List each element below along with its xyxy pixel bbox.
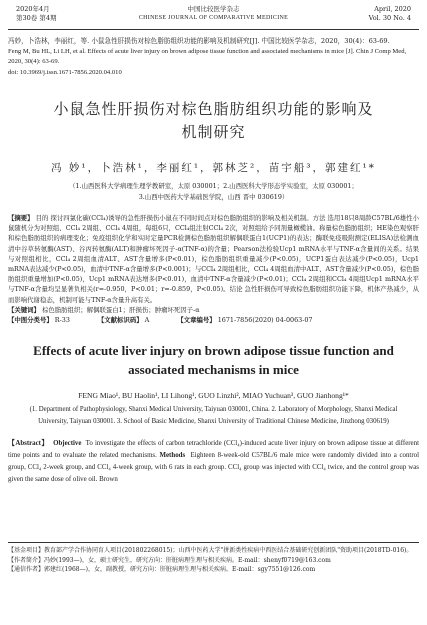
- title-cn: [8, 98, 419, 144]
- article-number: [177, 315, 312, 325]
- footnote-fund: 【基金项目】教育部产学合作协同育人项目(201802268015)；山西中医药大学"拼新类性疾病中西医结合基础研究创新团队"资助项目(2018TD-016)。: [8, 547, 413, 554]
- objective-text: To investigate the effects of carbon tetrachloride (CCl₄)-induced acute liver injury on brown adipose tissue at different time points and to evaluate the related mechanisms.: [8, 440, 419, 460]
- methods-tag: Methods: [159, 452, 186, 460]
- methods-text: Eighteen 8-week-old C57BL/6 male mice were randomly divided into a control group, CCl₄ 2-week group, and CCl₄ 4-week group, with 6 rats in each group. CCl₄ group was injected with CCl₄ twice, and the control group was given the same dose of olive oil. Brown: [8, 452, 419, 484]
- header-volume: 第30卷 第4期: [16, 14, 57, 22]
- footnotes: [8, 542, 419, 575]
- header-journal: [8, 5, 419, 23]
- affiliation-cn-line2: 3.山西中医药大学基础医学院，山西 晋中 030619）: [138, 193, 289, 201]
- abstract-en-tag: 【Abstract】: [8, 440, 49, 448]
- doc-code: [98, 315, 149, 325]
- affiliations-en: (1. Department of Pathophysiology, Shanxi Medical University, Taiyuan 030001, China. 2. Laboratory of Morphology, Shanxi Medical University, Taiyuan 030001. 3. School of Basic Medicine, Shanxi University of Traditional Chinese Medicine, Jinzhong 030619): [29, 406, 398, 426]
- journal-name-en: CHINESE JOURNAL OF COMPARATIVE MEDICINE: [138, 15, 289, 21]
- title-en-line2: associated mechanisms in mice: [128, 362, 299, 378]
- art-tag: 【文章编号】: [177, 316, 216, 325]
- header-date-volume-en: [369, 5, 411, 23]
- title-cn-line2: 机制研究: [181, 123, 246, 141]
- title-cn-line1: 小鼠急性肝损伤对棕色脂肪组织功能的影响及: [53, 100, 374, 118]
- title-en: [8, 341, 419, 379]
- clc-number: [8, 315, 70, 325]
- keywords-cn-tag: 【关键词】: [8, 305, 40, 314]
- authors-en: FENG Miao¹, BU Haolin¹, LI Lihong¹, GUO Linzhi², MIAO Yuchuan³, GUO Jianhong¹*: [78, 391, 349, 401]
- journal-name-cn: 中国比较医学杂志: [187, 5, 240, 13]
- doc-value: A: [144, 316, 150, 325]
- abstract-en: [8, 438, 419, 486]
- affiliations-cn: [8, 181, 419, 203]
- keywords-cn: [8, 305, 419, 315]
- running-header: [8, 0, 419, 30]
- citation-block: [8, 36, 419, 78]
- keywords-cn-text: 棕色脂肪组织；解偶联蛋白1；肝损伤；肿瘤坏死因子-α: [42, 305, 200, 314]
- clc-tag: 【中图分类号】: [8, 316, 53, 325]
- art-value: 1671-7856(2020) 04-0063-07: [217, 316, 313, 325]
- clc-value: R-33: [54, 316, 70, 325]
- authors-cn: 冯 妙¹，卜浩林¹，李丽红¹，郭林芝²，苗宇船³，郭建红¹*: [51, 162, 376, 174]
- abstract-cn-body: 目的 探讨四氯化碳(CCl₄)诱导的急性肝损伤小鼠在不同时间点对棕色脂肪组织的影响及相关机制。方法 选用18只8周龄C57BL/6雄性小鼠随机分为对照组、CCl₄ 2周组、CCl₄ 4周组，每组6只，CCl₄组注射CCl₄ 2次，对照组给予同剂量橄榄油。称量棕色脂肪组织；HE染色观察肝和棕色脂肪组织的病理变化；免疫组织化学和实时定量PCR检测棕色脂肪组织解偶联蛋白1(UCP1)的表达；酶联免疫吸附测定(ELISA)法检测血清中谷草转氨酶(AST)、谷丙转氨酶(ALT)和肿瘤坏死因子-α(TNF-α)的含量；Pearson法检验Ucp1 mRNA水平与TNF-α含量间的关系。结果 与对照组相比，CCl₄ 2周组血清ALT、AST含量增多(P<0.01)，棕色脂肪组织重量减少(P<0.05)，UCP1蛋白表达减少(P<0.05)，Ucp1 mRNA表达减少(P<0.05)，血清中TNF-α含量增多(P<0.001)；与CCl₄ 2周组相比，CCl₄ 4周组血清中ALT、AST含量减少(P<0.05)，棕色脂肪组织重量增加(P<0.05)，Ucp1 mRNA表达增多(P<0.01)，血清中TNF-α含量减少(P<0.01)；CCl₄ 2周组和CCl₄ 4周组Ucp1 mRNA水平与TNF-α含量均呈显著负相关(r=-0.950，P<0.01；r=-0.859，P<0.05)。结论 急性肝损伤可导致棕色脂肪组织功能下降，机体产热减少，从而影响代谢稳态，机制可能与TNF-α含量升高有关。: [8, 214, 420, 304]
- abstract-cn: [8, 213, 419, 305]
- footnote-corresponding: 【通信作者】郭建红(1968—)，女，副教授，研究方向：肝脏病理生理与相关疾病。E-mail：sgy7551@126.com: [8, 566, 316, 574]
- doi[interactable]: doi: 10.3969/j.issn.1671-7856.2020.04.010: [8, 68, 122, 76]
- classification-line: [8, 315, 419, 325]
- header-volume-en: Vol. 30 No. 4: [368, 14, 411, 22]
- header-date: 2020年4月: [16, 5, 50, 13]
- title-en-line1: Effects of acute liver injury on brown adipose tissue function and: [33, 343, 394, 359]
- affiliation-cn-line1: （1.山西医科大学病理生理学教研室，太原 030001；2.山西医科大学形态学实验室，太原 030001；: [69, 182, 358, 190]
- header-date-en: April, 2020: [374, 5, 411, 13]
- doc-tag: 【文献标识码】: [97, 316, 143, 325]
- abstract-cn-tag: 【摘要】: [8, 214, 34, 222]
- citation-en: Feng M, Bu HL, Li LH, et al. Effects of acute liver injury on brown adipose tissue function and associated mechanisms in mice [J]. Chin J Comp Med, 2020, 30(4): 63-69.: [8, 47, 407, 65]
- footnote-author: 【作者简介】冯妙(1993—)，女，硕士研究生，研究方向：肝脏病理生理与相关疾病。E-mail：shenyf0719@163.com: [8, 556, 331, 564]
- objective-tag: Objective: [53, 440, 82, 448]
- citation-cn: 冯妙，卜浩林，李丽红，等. 小鼠急性肝损伤对棕色脂肪组织功能的影响及机制研究[J]. 中国比较医学杂志，2020，30(4)：63-69.: [8, 37, 390, 45]
